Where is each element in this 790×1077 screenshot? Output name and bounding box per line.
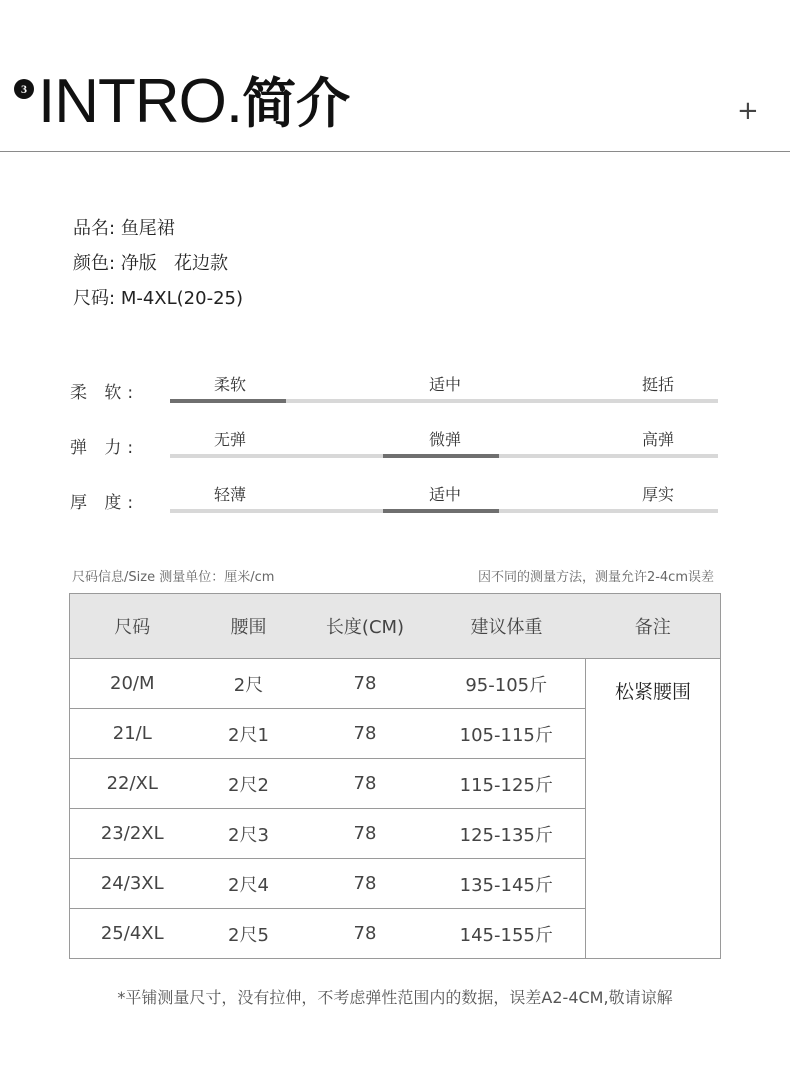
softness-indicator [170,399,286,403]
section-number-badge: 3 [14,79,34,99]
softness-option-medium: 适中 [428,375,461,394]
product-name-label: 品名: [73,218,116,239]
elasticity-indicator [383,454,499,458]
cell-length: 78 [303,659,428,709]
plus-icon[interactable]: + [737,96,759,126]
cell-waist: 2尺4 [195,859,303,909]
elasticity-option-none: 无弹 [213,430,246,449]
thickness-scale [70,480,730,524]
table-row [70,659,721,709]
elasticity-scale [70,425,730,469]
softness-label: 柔 软: [70,383,140,403]
header-waist: 腰围 [195,594,303,659]
cell-size: 25/4XL [70,909,195,959]
cell-weight: 95-105斤 [428,659,586,709]
thickness-option-medium: 适中 [428,485,461,504]
thickness-indicator [383,509,499,513]
thickness-label: 厚 度: [70,493,140,513]
cell-weight: 135-145斤 [428,859,586,909]
product-size-row [73,285,243,320]
measurement-footnote: *平铺测量尺寸，没有拉伸，不考虑弹性范围内的数据，误差A2-4CM,敬请谅解 [117,988,673,1007]
title-chinese: 简介 [242,71,351,135]
header-length: 长度(CM) [303,594,428,659]
thickness-option-thick: 厚实 [641,485,674,504]
product-name-row [73,215,243,250]
title-english: INTRO. [38,67,243,136]
cell-weight: 115-125斤 [428,759,586,809]
product-color-row [73,250,243,285]
cell-length: 78 [303,859,428,909]
product-color-label: 颜色: [73,253,116,274]
header-weight: 建议体重 [428,594,586,659]
size-table-header [70,594,721,659]
thickness-option-thin: 轻薄 [213,485,246,504]
cell-remark: 松紧腰围 [586,659,721,959]
cell-length: 78 [303,909,428,959]
product-size-label: 尺码: [73,288,116,309]
header-remark: 备注 [586,594,721,659]
cell-waist: 2尺2 [195,759,303,809]
product-name-value: 鱼尾裙 [120,218,175,239]
cell-length: 78 [303,809,428,859]
size-info-tolerance: 因不同的测量方法，测量允许2-4cm误差 [477,570,714,585]
cell-waist: 2尺5 [195,909,303,959]
cell-waist: 2尺3 [195,809,303,859]
cell-size: 21/L [70,709,195,759]
elasticity-label: 弹 力: [70,438,140,458]
product-info [73,215,243,320]
cell-size: 24/3XL [70,859,195,909]
header-divider [0,151,790,152]
intro-header [0,0,790,152]
softness-option-soft: 柔软 [213,375,246,394]
softness-option-stiff: 挺括 [641,375,674,394]
cell-size: 22/XL [70,759,195,809]
elasticity-option-high: 高弹 [641,430,674,449]
cell-waist: 2尺 [195,659,303,709]
cell-waist: 2尺1 [195,709,303,759]
page-title [38,66,350,139]
size-table [69,593,721,959]
cell-length: 78 [303,709,428,759]
cell-size: 23/2XL [70,809,195,859]
elasticity-option-slight: 微弹 [428,430,461,449]
cell-length: 78 [303,759,428,809]
cell-weight: 125-135斤 [428,809,586,859]
size-info-unit: 尺码信息/Size 测量单位：厘米/cm [72,570,275,585]
softness-scale [70,370,730,414]
header-size: 尺码 [70,594,195,659]
product-color-value: 净版 花边款 [120,253,228,274]
cell-weight: 105-115斤 [428,709,586,759]
cell-size: 20/M [70,659,195,709]
cell-weight: 145-155斤 [428,909,586,959]
product-size-value: M-4XL(20-25) [120,288,243,309]
